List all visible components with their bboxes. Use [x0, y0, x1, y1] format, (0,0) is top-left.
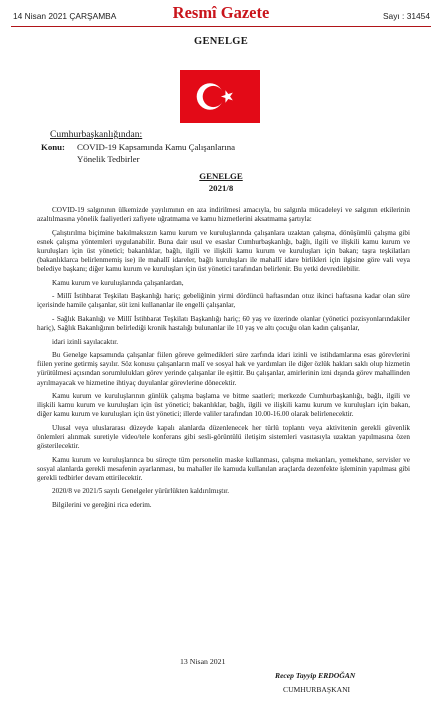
- signature-date: 13 Nisan 2021: [180, 657, 226, 666]
- section-title: GENELGE: [193, 36, 249, 47]
- paragraph: - Millî İstihbarat Teşkilatı Başkanlığı hariç; gebeliğinin yirmi dördüncü haftasından otuz ikinci haftasına kadar olan süre içerisinde hamile çalışanlar, süt izni kullananlar ile engelli çalışanlar,: [37, 292, 410, 310]
- subject-text: COVID-19 Kapsamında Kamu Çalışanlarına Yönelik Tedbirler: [77, 142, 236, 164]
- paragraph: COVID-19 salgınının ülkemizde yayılımının en aza indirilmesi amacıyla, bu salgınla mücadeleyi ve salgının etkilerinin azaltılmasına yönelik faaliyetleri zafiyete uğratmama ve kamu hizmetlerini aksatmama şartıyla:: [37, 206, 410, 224]
- paragraph: Çalıştırılma biçimine bakılmaksızın kamu kurum ve kuruluşlarında çalışanlara uzaktan çalışma, dönüşümlü çalışma gibi esnek çalışma yöntemleri uygulanabilir. Buna dair usul ve esaslar Cumhurbaşkanlığı, bağlı, ilgili ve ilişkili kamu kurum ve kuruluşları için üst yönetici; bakanlıklar, bağlı, ilgili ve ilişkili kamu kurum ve kuruluşları için bakan; taşra teşkilatları (bakanlıklarca belirlenmemiş ise) ile mahallî idareler, bağlı kuruluşları ile mahallî idare birlikleri için ilgisine göre vali veya belediye başkanı; diğer kamu kurum ve kuruluşları için üst yönetici tarafından belirlenir. Bu yetki devredilebilir.: [37, 228, 410, 274]
- gazette-title: Resmî Gazete: [172, 3, 270, 22]
- paragraph: idari izinli sayılacaktır.: [52, 337, 119, 346]
- paragraph: Ulusal veya uluslararası düzeyde kapalı alanlarda düzenlenecek her türlü toplantı veya aktivitenin gerekli güvenlik önlemleri alınmak suretiyle video/tele konferans gibi sesli-görüntülü iletişim sistemleri vasıtasıyla uzaktan yapılmasına özen gösterilecektir.: [37, 423, 410, 451]
- genelge-heading: GENELGE: [199, 171, 243, 181]
- signer-title: CUMHURBAŞKANI: [283, 685, 351, 694]
- paragraph: Kamu kurum ve kuruluşlarınca bu süreçte tüm personelin maske kullanması, çalışma mekanları, yemekhane, servisler ve sosyal alanlarda gerekli mesafenin ayarlanması, bu mahaller ile kamuda kullanılan araçlarda dezenfekte işleminin yapılması gibi gerekli tedbirler devam ettirilecektir.: [37, 455, 410, 482]
- paragraph: - Sağlık Bakanlığı ve Millî İstihbarat Teşkilatı Başkanlığı hariç; 60 yaş ve üzerinde olanlar (yönetici pozisyonlarındakiler hariç), Sağlık Bakanlığının belirlediği kronik hastalığı bulunanlar ile 10 yaş ve altı çocuğu olan kadın çalışanlar,: [37, 314, 410, 333]
- paragraph: Kamu kurum ve kuruluşlarının günlük çalışma başlama ve bitme saatleri; merkezde Cumhurbaşkanlığı, bağlı, ilgili ve ilişkili kamu kurum ve kuruluşları için üst yönetici; bakanlıklar, bağlı, ilgili ve ilişkili kamu kurum ve kuruluşları için bakan, diğer kamu kurum ve kuruluşları için üst yönetici; illerde valiler tarafından 10.00-16.00 olarak belirlenecektir.: [37, 392, 410, 419]
- signer-name: Recep Tayyip ERDOĞAN: [275, 671, 356, 680]
- paragraph: 2020/8 ve 2021/5 sayılı Genelgeler yürürlükten kaldırılmıştır.: [52, 487, 230, 496]
- issue-date: 14 Nisan 2021 ÇARŞAMBA: [13, 11, 117, 21]
- header-divider: [11, 26, 431, 27]
- turkish-flag-icon: [180, 70, 260, 123]
- newspaper-header: [0, 0, 442, 34]
- subject-label: Konu:: [41, 142, 65, 152]
- addressee: Cumhurbaşkanlığından:: [50, 129, 143, 140]
- paragraph: Kamu kurum ve kuruluşlarında çalışanlardan,: [52, 278, 184, 287]
- genelge-number: 2021/8: [208, 183, 234, 193]
- paragraph: Bu Genelge kapsamında çalışanlar fiilen göreve gelmedikleri süre zarfında idari izinli ve istihdamlarına esas görevlerini fiilen yerine getirmiş sayılır. Söz konusu çalışanların malî ve sosyal hak ve yardımları ile diğer özlük hakları saklı olup hizmetin yürütülmesi açısından sorumlulukları görev yerinde çalışanlar ile eşittir. Bu çalışanlar, amirlerinin izni dışında görev mahallinden ayrılmayacak ve hizmetine ihtiyaç duyulanlar görevlerine dönecektir.: [37, 351, 410, 387]
- issue-number: Sayı : 31454: [382, 11, 430, 21]
- circular-body: [37, 206, 410, 515]
- paragraph: Bilgilerini ve gereğini rica ederim.: [52, 501, 152, 510]
